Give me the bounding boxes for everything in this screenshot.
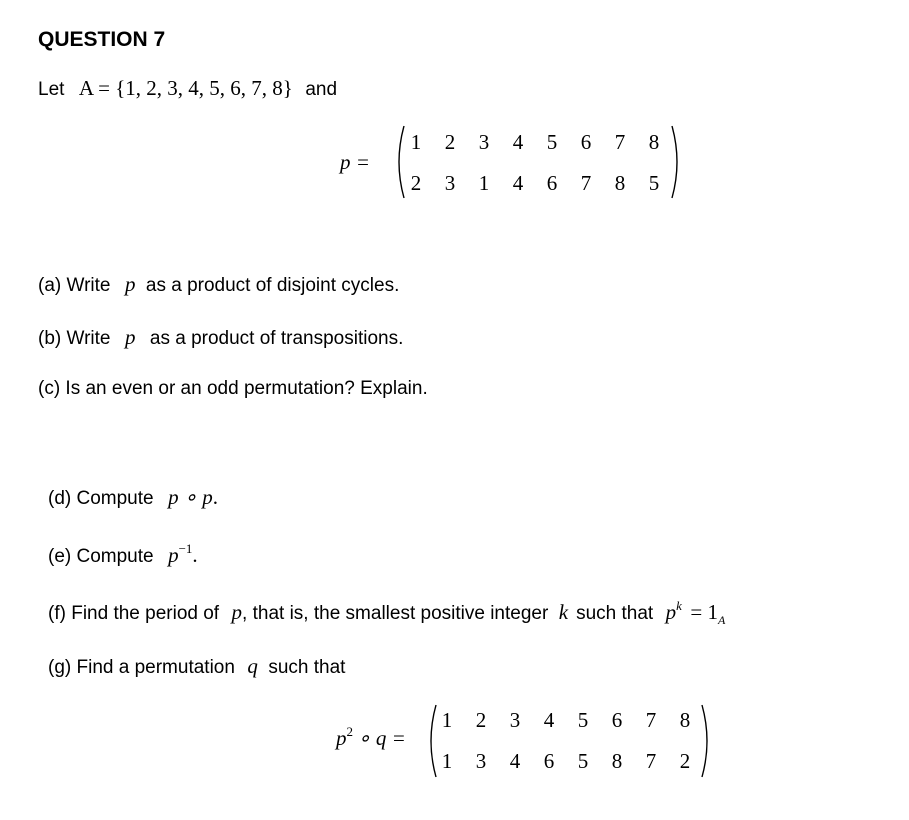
q-matrix-bottom-cell: 4: [509, 749, 521, 773]
part-d-end: .: [212, 485, 218, 509]
q-matrix-bottom-row: [430, 749, 702, 774]
part-f-label: (f) Find the period of: [48, 603, 220, 624]
part-e-label: (e) Compute: [48, 546, 154, 567]
part-g-label: (g) Find a permutation: [48, 657, 235, 678]
part-f-var: p: [231, 600, 243, 624]
part-g-var: q: [247, 654, 258, 678]
p-matrix-top-row: [399, 130, 671, 155]
q-matrix-top-cell: 7: [645, 708, 657, 732]
p-matrix-bottom-cell: 3: [444, 171, 456, 195]
part-e-var: p: [168, 543, 179, 567]
part-d-math: p ∘ p: [168, 485, 213, 509]
part-d-label: (d) Compute: [48, 488, 154, 509]
part-b-label: (b) Write: [38, 328, 111, 349]
q-matrix-right-paren: [700, 703, 714, 779]
part-c: (c) Is an even or an odd permutation? Explain.: [38, 378, 428, 399]
part-e-exponent: −1: [178, 541, 193, 556]
let-text: Let: [38, 79, 65, 100]
p-matrix-top-cell: 8: [648, 130, 660, 154]
part-f-text: , that is, the smallest positive integer: [242, 603, 549, 624]
part-f-eq-rhs: = 1: [690, 600, 718, 624]
part-f-eq-base: p: [665, 600, 677, 624]
q-matrix-top-cell: 6: [611, 708, 623, 732]
q-matrix-top-cell: 3: [509, 708, 521, 732]
part-e-end: .: [192, 543, 198, 567]
part-f-eq-exp: k: [676, 598, 682, 613]
part-b: [38, 325, 403, 350]
p-matrix-bottom-cell: 2: [410, 171, 422, 195]
p-matrix-top-cell: 7: [614, 130, 626, 154]
part-b-text: as a product of transpositions.: [149, 328, 404, 349]
q-matrix-lhs: [336, 726, 406, 751]
question-title: QUESTION 7: [38, 28, 166, 51]
and-text: and: [305, 79, 338, 100]
p-matrix-top-cell: 4: [512, 130, 524, 154]
part-d: [48, 485, 218, 510]
q-matrix-top-cell: 4: [543, 708, 555, 732]
q-matrix-top-cell: 2: [475, 708, 487, 732]
q-matrix-bottom-cell: 2: [679, 749, 691, 773]
q-matrix-bottom-cell: 5: [577, 749, 589, 773]
part-a-var: p: [124, 272, 136, 296]
part-e: [48, 543, 198, 568]
q-matrix-top-row: [430, 708, 702, 733]
q-matrix-top-cell: 8: [679, 708, 691, 732]
p-matrix-bottom-row: [399, 171, 671, 196]
part-g-text: such that: [268, 657, 346, 678]
p-matrix-bottom-cell: 4: [512, 171, 524, 195]
p-matrix-bottom-cell: 7: [580, 171, 592, 195]
q-matrix-bottom-cell: 6: [543, 749, 555, 773]
part-f: [48, 600, 725, 625]
p-matrix-bottom-cell: 6: [546, 171, 558, 195]
p-matrix-lhs: p =: [340, 150, 370, 174]
q-matrix-top-cell: 1: [441, 708, 453, 732]
part-f-text2: such that: [576, 603, 654, 624]
part-f-k: k: [558, 600, 569, 624]
q-matrix-bottom-cell: 3: [475, 749, 487, 773]
part-a-label: (a) Write: [38, 275, 111, 296]
p-matrix-top-cell: 6: [580, 130, 592, 154]
p-matrix-right-paren: [670, 124, 684, 200]
p-matrix-top-cell: 3: [478, 130, 490, 154]
p-matrix-bottom-cell: 8: [614, 171, 626, 195]
part-g: [48, 654, 345, 679]
set-definition: [38, 76, 337, 101]
part-f-eq-sub: A: [717, 613, 726, 627]
part-a-text: as a product of disjoint cycles.: [145, 275, 400, 296]
part-b-var: p: [124, 325, 136, 349]
p-matrix-bottom-cell: 5: [648, 171, 660, 195]
q-matrix-top-cell: 5: [577, 708, 589, 732]
q-matrix-bottom-cell: 1: [441, 749, 453, 773]
set-math: A = {1, 2, 3, 4, 5, 6, 7, 8}: [78, 76, 293, 100]
q-matrix-bottom-cell: 7: [645, 749, 657, 773]
q-matrix-bottom-cell: 8: [611, 749, 623, 773]
p-matrix-top-cell: 1: [410, 130, 422, 154]
p-matrix-bottom-cell: 1: [478, 171, 490, 195]
q-matrix-lhs-exp: 2: [346, 724, 353, 739]
q-matrix-lhs-rest: ∘ q =: [357, 726, 406, 750]
p-matrix-top-cell: 5: [546, 130, 558, 154]
q-matrix-lhs-base: p: [336, 726, 347, 750]
part-a: [38, 272, 399, 297]
p-matrix-top-cell: 2: [444, 130, 456, 154]
